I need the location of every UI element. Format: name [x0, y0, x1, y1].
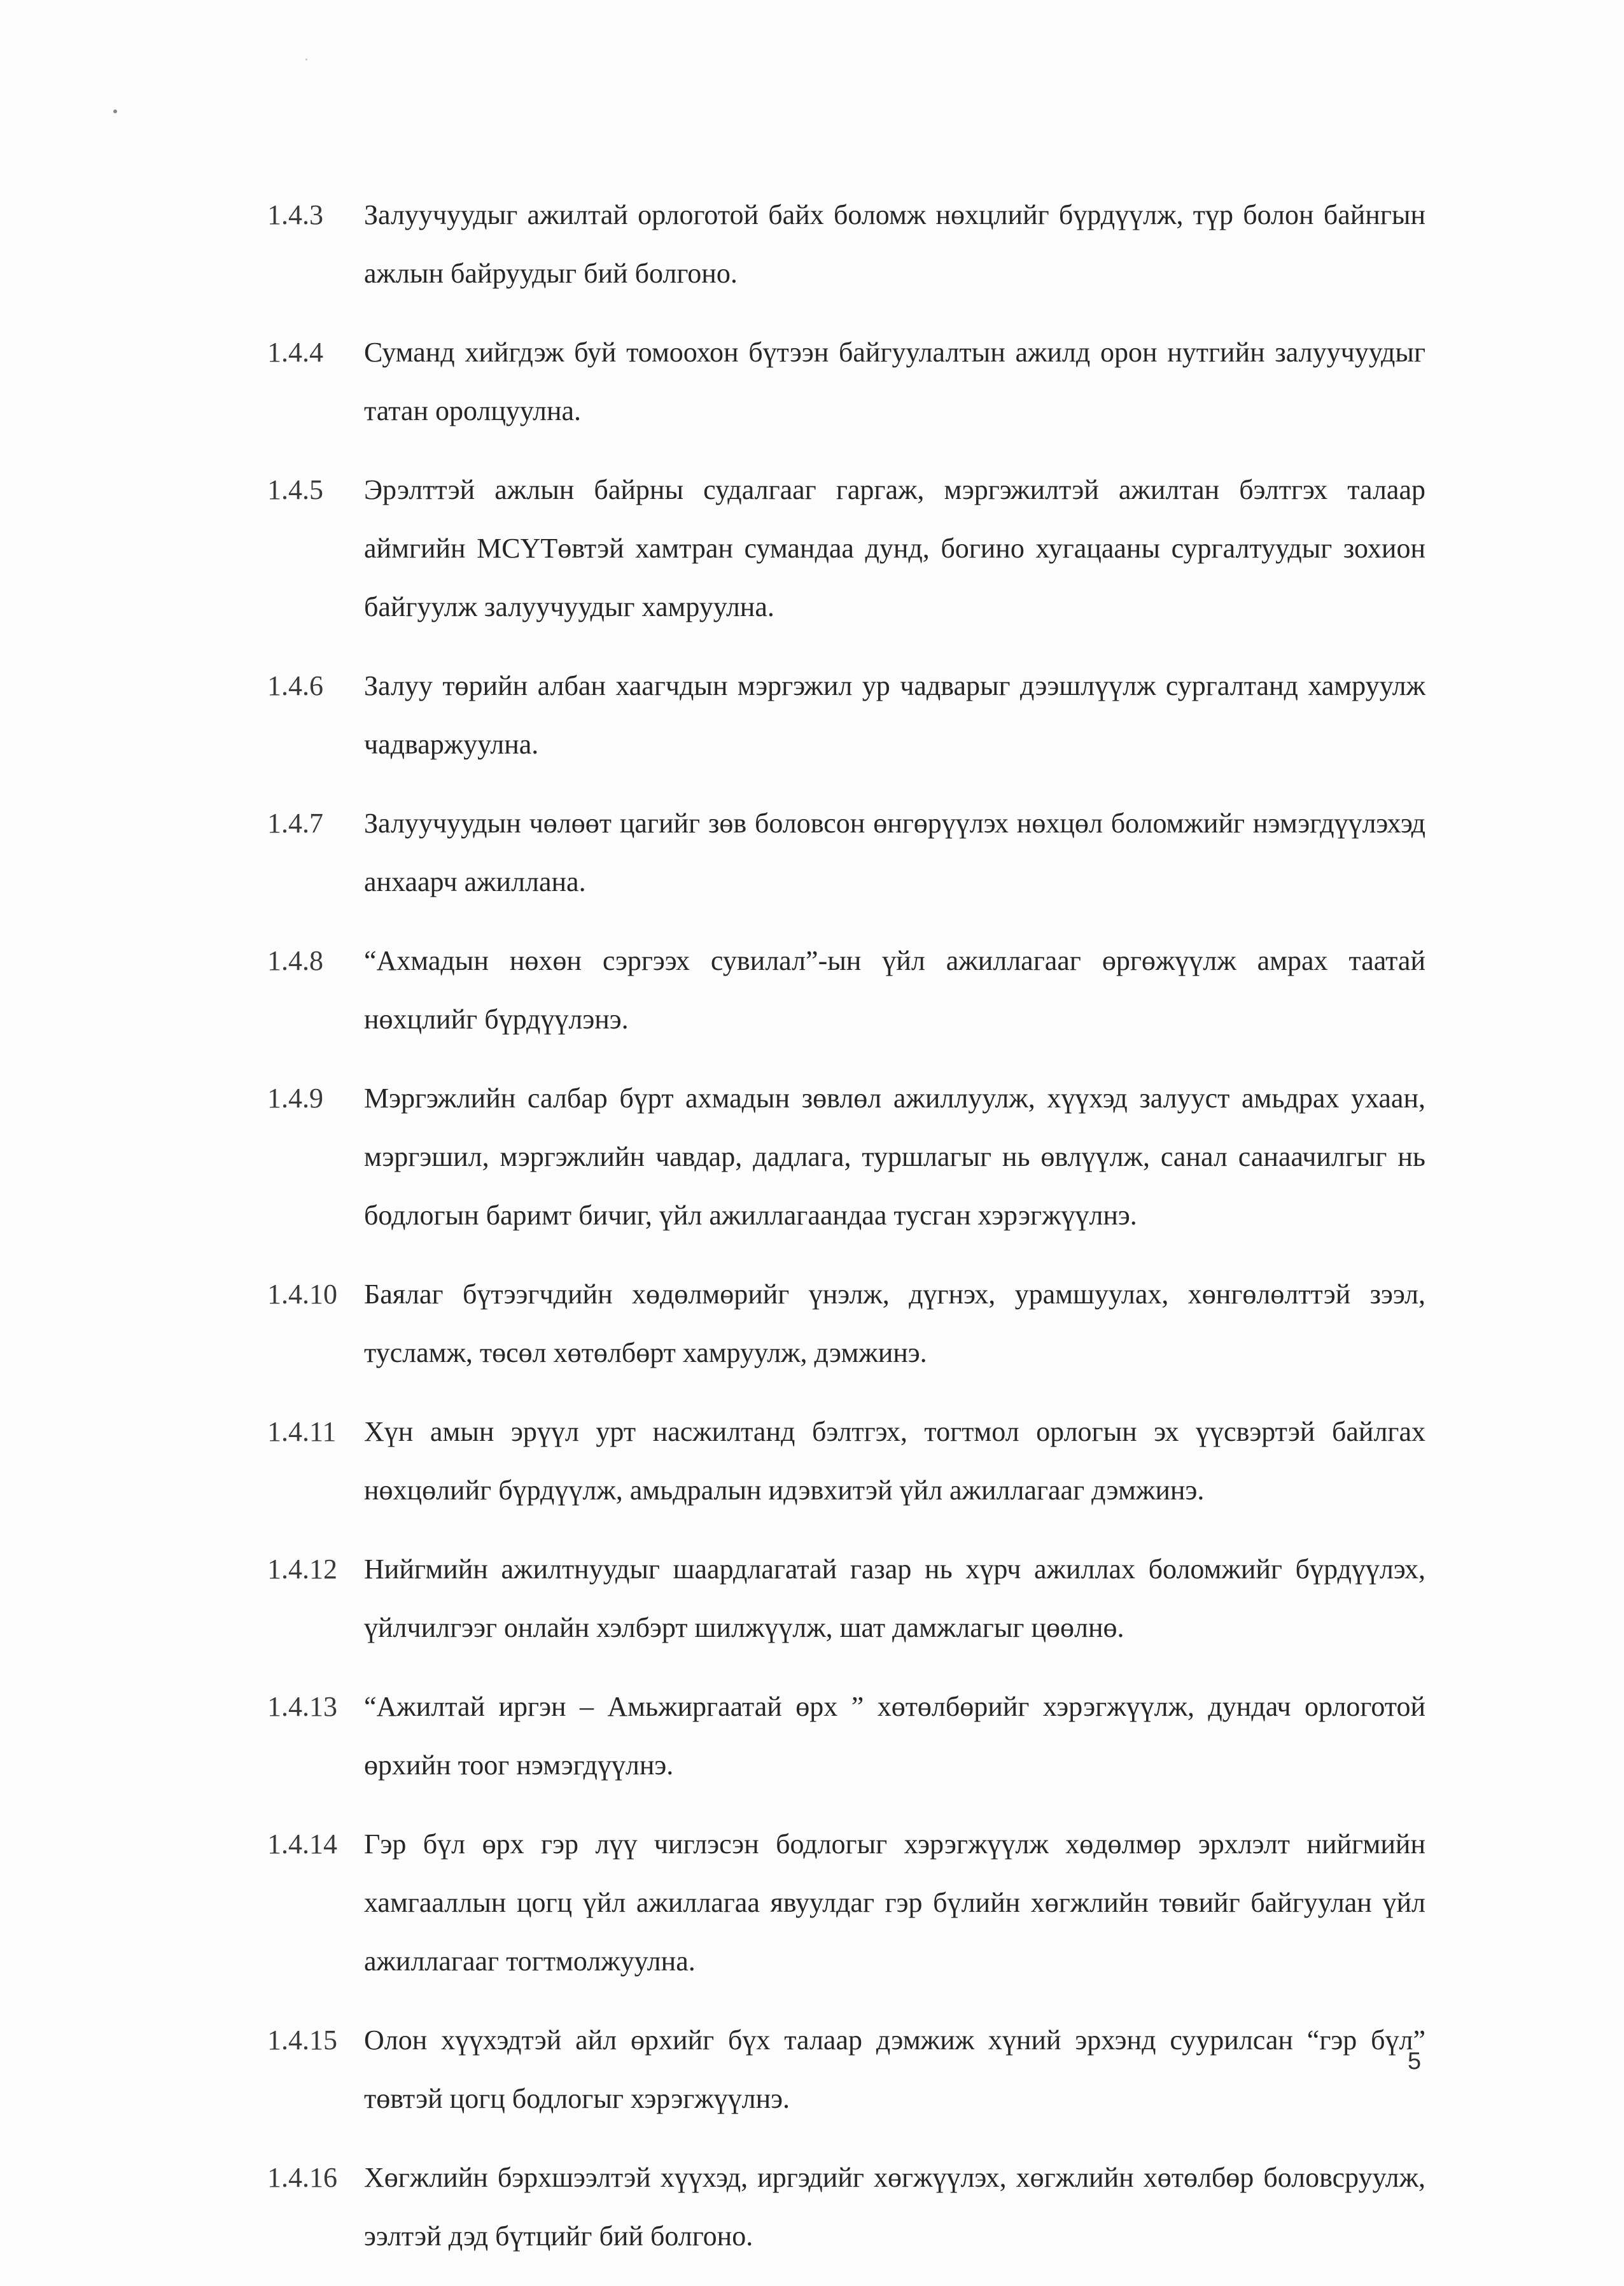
item-text: Мэргэжлийн салбар бүрт ахмадын зөвлөл ажиллуулж, хүүхэд залууст амьдрах ухаан, мэргэшил, мэргэжлийн чавдар, дадлага, туршлагыг нь өвлүүлж, санал санаачилгыг нь бодлогын баримт бичиг, үйл ажиллагаандаа тусган хэрэгжүүлнэ.: [364, 1083, 1425, 1231]
item-number: 1.4.7: [267, 808, 323, 839]
item-number: 1.4.6: [267, 670, 323, 701]
item-number: 1.4.8: [267, 945, 323, 976]
item-text: Гэр бүл өрх гэр лүү чиглэсэн бодлогыг хэрэгжүүлж хөдөлмөр эрхлэлт нийгмийн хамгааллын цогц үйл ажиллагаа явуулдаг гэр бүлийн хөгжлийн төвийг байгуулан үйл ажиллагааг тогтмолжуулна.: [364, 1828, 1425, 1977]
item-number: 1.4.9: [267, 1083, 323, 1114]
scan-speck: [305, 59, 307, 60]
list-item: [267, 794, 1425, 911]
item-text: Залуучуудын чөлөөт цагийг зөв боловсон өнгөрүүлэх нөхцөл боломжийг нэмэгдүүлэхэд анхаарч ажиллана.: [364, 808, 1425, 897]
list-item: [267, 1265, 1425, 1382]
item-text: Хөгжлийн бэрхшээлтэй хүүхэд, иргэдийг хөгжүүлэх, хөгжлийн хөтөлбөр боловсруулж, ээлтэй дэд бүтцийг бий болгоно.: [364, 2162, 1425, 2252]
item-number: 1.4.14: [267, 1828, 337, 1860]
item-text: Нийгмийн ажилтнуудыг шаардлагатай газар нь хүрч ажиллах боломжийг бүрдүүлэх, үйлчилгээг онлайн хэлбэрт шилжүүлж, шат дамжлагыг цөөлнө.: [364, 1553, 1425, 1643]
item-number: 1.4.12: [267, 1553, 337, 1585]
list-item: [267, 1815, 1425, 1991]
item-number: 1.4.15: [267, 2024, 337, 2056]
item-number: 1.4.10: [267, 1279, 337, 1310]
item-text: Суманд хийгдэж буй томоохон бүтээн байгуулалтын ажилд орон нутгийн залуучуудыг татан оролцуулна.: [364, 337, 1425, 426]
page-number: 5: [1408, 2048, 1422, 2075]
list-item: [267, 1678, 1425, 1795]
list-item: [267, 461, 1425, 636]
list-item: [267, 657, 1425, 774]
item-number: 1.4.5: [267, 474, 323, 505]
list-item: [267, 1540, 1425, 1657]
scan-speck: [113, 109, 117, 113]
list-item: [267, 2011, 1425, 2128]
item-text: Баялаг бүтээгчдийн хөдөлмөрийг үнэлж, дүгнэх, урамшуулах, хөнгөлөлттэй зээл, тусламж, төсөл хөтөлбөрт хамруулж, дэмжинэ.: [364, 1279, 1425, 1368]
item-text: Олон хүүхэдтэй айл өрхийг бүх талаар дэмжиж хүний эрхэнд суурилсан “гэр бүл” төвтэй цогц бодлогыг хэрэгжүүлнэ.: [364, 2024, 1425, 2114]
item-number: 1.4.3: [267, 199, 323, 230]
list-item: [267, 1069, 1425, 1245]
item-number: 1.4.4: [267, 337, 323, 368]
item-text: “Ахмадын нөхөн сэргээх сувилал”-ын үйл ажиллагааг өргөжүүлж амрах таатай нөхцлийг бүрдүүлэнэ.: [364, 945, 1425, 1035]
numbered-item-list: [267, 186, 1425, 2286]
item-number: 1.4.13: [267, 1691, 337, 1722]
list-item: [267, 186, 1425, 303]
item-number: 1.4.16: [267, 2162, 337, 2193]
item-text: “Ажилтай иргэн – Амьжиргаатай өрх ” хөтөлбөрийг хэрэгжүүлж, дундач орлоготой өрхийн тоог нэмэгдүүлнэ.: [364, 1691, 1425, 1781]
list-item: [267, 1403, 1425, 1520]
item-number: 1.4.11: [267, 1416, 337, 1447]
list-item: [267, 932, 1425, 1049]
item-text: Хүн амын эрүүл урт насжилтанд бэлтгэх, тогтмол орлогын эх үүсвэртэй байлгах нөхцөлийг бүрдүүлж, амьдралын идэвхитэй үйл ажиллагааг дэмжинэ.: [364, 1416, 1425, 1506]
list-item: [267, 323, 1425, 440]
list-item: [267, 2149, 1425, 2266]
item-text: Залуучуудыг ажилтай орлоготой байх боломж нөхцлийг бүрдүүлж, түр болон байнгын ажлын байруудыг бий болгоно.: [364, 199, 1425, 289]
item-text: Залуу төрийн албан хаагчдын мэргэжил ур чадварыг дээшлүүлж сургалтанд хамруулж чадваржуулна.: [364, 670, 1425, 760]
item-text: Эрэлттэй ажлын байрны судалгааг гаргаж, мэргэжилтэй ажилтан бэлтгэх талаар аймгийн МСҮТөвтэй хамтран сумандаа дунд, богино хугацааны сургалтуудыг зохион байгуулж залуучуудыг хамруулна.: [364, 474, 1425, 622]
